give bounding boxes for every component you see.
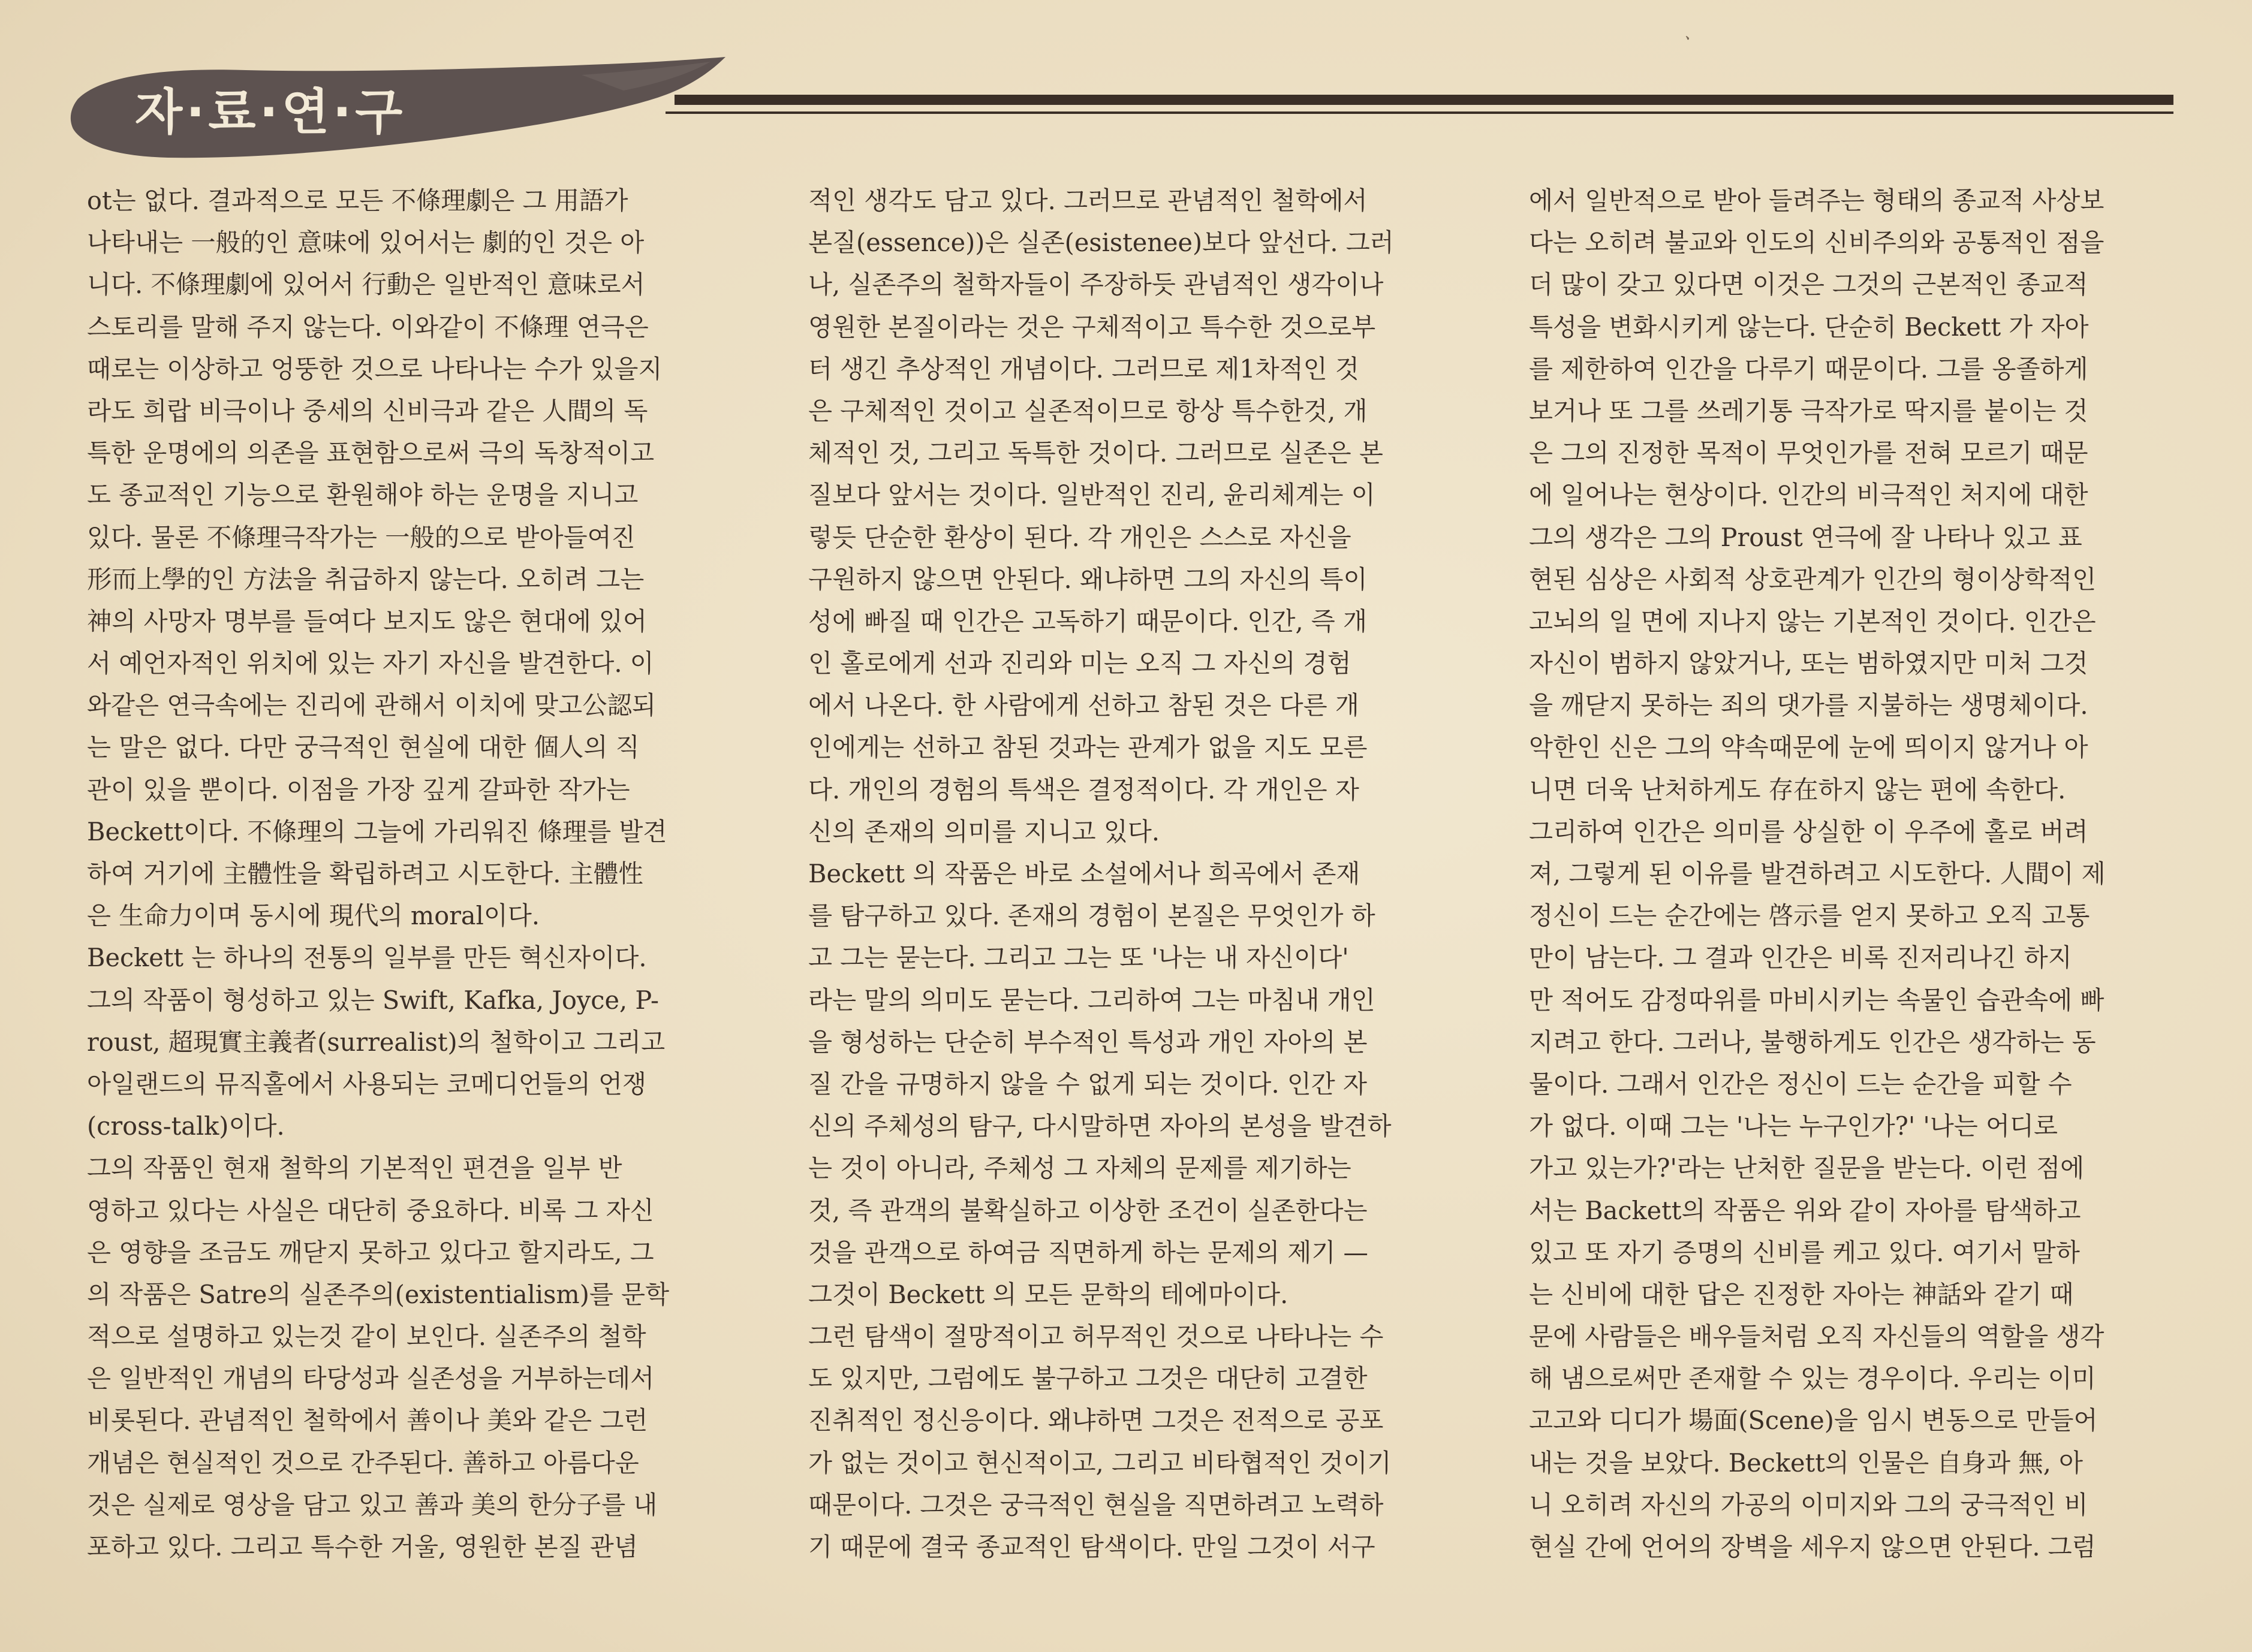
text-line: 것을 관객으로 하여금 직면하게 하는 문제의 제기 — <box>808 1237 1368 1267</box>
text-line: 니 오히려 자신의 가공의 이미지와 그의 궁극적인 비 <box>1529 1490 2088 1520</box>
text-line: 체적인 것, 그리고 독특한 것이다. 그러므로 실존은 본 <box>808 438 1383 468</box>
text-line: 현된 심상은 사회적 상호관계가 인간의 형이상학적인 <box>1529 564 2097 594</box>
text-line: 악한인 신은 그의 약속때문에 눈에 띄이지 않거나 아 <box>1529 732 2088 762</box>
text-line: 그것이 Beckett 의 모든 문학의 테에마이다. <box>808 1279 1288 1309</box>
text-line: 영하고 있다는 사실은 대단히 중요하다. 비록 그 자신 <box>87 1195 654 1225</box>
text-line: 은 生命力이며 동시에 現代의 moral이다. <box>87 901 540 931</box>
text-line: 라도 희랍 비극이나 중세의 신비극과 같은 人間의 독 <box>87 396 648 426</box>
text-line: 은 그의 진정한 목적이 무엇인가를 전혀 모르기 때문 <box>1529 438 2088 468</box>
text-line: 적인 생각도 담고 있다. 그러므로 관념적인 철학에서 <box>808 186 1368 215</box>
text-line: 를 탐구하고 있다. 존재의 경험이 본질은 무엇인가 하 <box>808 901 1375 931</box>
text-line: 에 일어나는 현상이다. 인간의 비극적인 처지에 대한 <box>1529 480 2088 510</box>
text-line: 적으로 설명하고 있는것 같이 보인다. 실존주의 철학 <box>87 1322 646 1352</box>
text-line: 렇듯 단순한 환상이 된다. 각 개인은 스스로 자신을 <box>808 522 1351 552</box>
text-line: 질 간을 규명하지 않을 수 없게 되는 것이다. 인간 자 <box>808 1069 1368 1099</box>
text-line: 를 제한하여 인간을 다루기 때문이다. 그를 옹졸하게 <box>1529 354 2088 384</box>
text-line: 포하고 있다. 그리고 특수한 거울, 영원한 본질 관념 <box>87 1532 638 1561</box>
text-line: 가고 있는가?'라는 난처한 질문을 받는다. 이런 점에 <box>1529 1153 2085 1183</box>
text-line: 있다. 물론 不條理극작가는 一般的으로 받아들여진 <box>87 522 636 552</box>
text-line: 을 형성하는 단순히 부수적인 특성과 개인 자아의 본 <box>808 1027 1368 1057</box>
text-line: 하여 거기에 主體性을 확립하려고 시도한다. 主體性 <box>87 859 643 888</box>
header-rule-thin <box>666 111 2173 114</box>
text-line: 만 적어도 감정따위를 마비시키는 속물인 습관속에 빠 <box>1529 985 2105 1015</box>
text-line: 도 종교적인 기능으로 환원해야 하는 운명을 지니고 <box>87 480 639 510</box>
text-line: 은 구체적인 것이고 실존적이므로 항상 특수한것, 개 <box>808 396 1368 426</box>
text-line: 구원하지 않으면 안된다. 왜냐하면 그의 자신의 특이 <box>808 564 1368 594</box>
text-line: 은 일반적인 개념의 타당성과 실존성을 거부하는데서 <box>87 1364 655 1394</box>
text-line: 서는 Backett의 작품은 위와 같이 자아를 탐색하고 <box>1529 1195 2081 1225</box>
page-mark: ㆍ <box>1679 29 1696 50</box>
text-line: 때로는 이상하고 엉뚱한 것으로 나타나는 수가 있을지 <box>87 354 663 384</box>
text-line: 다. 개인의 경험의 특색은 결정적이다. 각 개인은 자 <box>808 774 1359 804</box>
text-line: 그런 탐색이 절망적이고 허무적인 것으로 나타나는 수 <box>808 1322 1384 1352</box>
text-line: 만이 남는다. 그 결과 인간은 비록 진저리나긴 하지 <box>1529 943 2072 973</box>
text-line: 자신이 범하지 않았거나, 또는 범하였지만 미처 그것 <box>1529 649 2088 679</box>
text-line: roust, 超現實主義者(surrealist)의 철학이고 그리고 <box>87 1027 666 1057</box>
text-line: 고뇌의 일 면에 지나지 않는 기본적인 것이다. 인간은 <box>1529 606 2096 636</box>
text-line: 질보다 앞서는 것이다. 일반적인 진리, 윤리체계는 이 <box>808 480 1375 510</box>
text-line: 터 생긴 추상적인 개념이다. 그러므로 제1차적인 것 <box>808 354 1359 384</box>
text-line: 그의 작품이 형성하고 있는 Swift, Kafka, Joyce, P- <box>87 985 659 1015</box>
text-line: 더 많이 갖고 있다면 이것은 그것의 근본적인 종교적 <box>1529 270 2088 300</box>
text-line: 스토리를 말해 주지 않는다. 이와같이 不條理 연극은 <box>87 312 649 342</box>
text-line: 그리하여 인간은 의미를 상실한 이 우주에 홀로 버려 <box>1529 816 2088 846</box>
text-line: 고 그는 묻는다. 그리고 그는 또 '나는 내 자신이다' <box>808 943 1349 973</box>
text-line: 문에 사람들은 배우들처럼 오직 자신들의 역할을 생각 <box>1529 1322 2105 1352</box>
text-line: 도 있지만, 그럼에도 불구하고 그것은 대단히 고결한 <box>808 1364 1368 1394</box>
text-line: 진취적인 정신응이다. 왜냐하면 그것은 전적으로 공포 <box>808 1406 1384 1436</box>
text-line: 개념은 현실적인 것으로 간주된다. 善하고 아름다운 <box>87 1448 639 1478</box>
text-line: 때문이다. 그것은 궁극적인 현실을 직면하려고 노력하 <box>808 1490 1384 1520</box>
text-line: ot는 없다. 결과적으로 모든 不條理劇은 그 用語가 <box>87 186 628 215</box>
text-line: 영원한 본질이라는 것은 구체적이고 특수한 것으로부 <box>808 312 1376 342</box>
text-line: 와같은 연극속에는 진리에 관해서 이치에 맞고公認되 <box>87 691 657 721</box>
text-line: Beckett이다. 不條理의 그늘에 가리워진 條理를 발견 <box>87 816 667 846</box>
text-line: 있고 또 자기 증명의 신비를 케고 있다. 여기서 말하 <box>1529 1237 2080 1267</box>
text-line: 것은 실제로 영상을 담고 있고 善과 美의 한分子를 내 <box>87 1490 658 1520</box>
text-line: 形而上學的인 方法을 취급하지 않는다. 오히려 그는 <box>87 564 645 594</box>
text-line: 인에게는 선하고 참된 것과는 관계가 없을 지도 모른 <box>808 732 1368 762</box>
text-column-3 <box>1529 180 2185 1568</box>
text-line: 현실 간에 언어의 장벽을 세우지 않으면 안된다. 그럼 <box>1529 1532 2096 1561</box>
text-line: 보거나 또 그를 쓰레기통 극작가로 딱지를 붙이는 것 <box>1529 396 2088 426</box>
text-line: 은 영향을 조금도 깨닫지 못하고 있다고 할지라도, 그 <box>87 1237 654 1267</box>
text-line: 기 때문에 결국 종교적인 탐색이다. 만일 그것이 서구 <box>808 1532 1375 1561</box>
text-line: 나타내는 一般的인 意味에 있어서는 劇的인 것은 아 <box>87 228 645 258</box>
text-line: 다는 오히려 불교와 인도의 신비주의와 공통적인 점을 <box>1529 228 2105 258</box>
text-line: 에서 나온다. 한 사람에게 선하고 참된 것은 다른 개 <box>808 691 1359 721</box>
text-line: 본질(essence))은 실존(esistenee)보다 앞선다. 그러 <box>808 228 1394 258</box>
text-line: 물이다. 그래서 인간은 정신이 드는 순간을 피할 수 <box>1529 1069 2072 1099</box>
text-line: 에서 일반적으로 받아 들려주는 형태의 종교적 사상보 <box>1529 186 2105 215</box>
text-column-1 <box>87 180 743 1568</box>
text-line: 아일랜드의 뮤직홀에서 사용되는 코메디언들의 언쟁 <box>87 1069 647 1099</box>
text-line: 지려고 한다. 그러나, 불행하게도 인간은 생각하는 동 <box>1529 1027 2096 1057</box>
text-column-2 <box>808 180 1465 1568</box>
text-line: 져, 그렇게 된 이유를 발견하려고 시도한다. 人間이 제 <box>1529 859 2106 888</box>
text-line: 니면 더욱 난처하게도 存在하지 않는 편에 속한다. <box>1529 774 2066 804</box>
text-line: 는 신비에 대한 답은 진정한 자아는 神話와 같기 때 <box>1529 1279 2074 1309</box>
text-line: 가 없다. 이때 그는 '나는 누구인가?' '나는 어디로 <box>1529 1111 2058 1141</box>
text-line: 神의 사망자 명부를 들여다 보지도 않은 현대에 있어 <box>87 606 647 636</box>
section-title: 자·료·연·구 <box>135 84 407 141</box>
text-line: Beckett 의 작품은 바로 소설에서나 희곡에서 존재 <box>808 859 1360 888</box>
text-line: 고고와 디디가 場面(Scene)을 임시 변동으로 만들어 <box>1529 1406 2098 1436</box>
text-line: 해 냄으로써만 존재할 수 있는 경우이다. 우리는 이미 <box>1529 1364 2096 1394</box>
text-line: 나, 실존주의 철학자들이 주장하듯 관념적인 생각이나 <box>808 270 1384 300</box>
text-line: 인 홀로에게 선과 진리와 미는 오직 그 자신의 경험 <box>808 649 1351 679</box>
text-line: Beckett 는 하나의 전통의 일부를 만든 혁신자이다. <box>87 943 647 973</box>
text-line: 라는 말의 의미도 묻는다. 그리하여 그는 마침내 개인 <box>808 985 1375 1015</box>
text-line: 그의 생각은 그의 Proust 연극에 잘 나타나 있고 표 <box>1529 522 2082 552</box>
text-line: 성에 빠질 때 인간은 고독하기 때문이다. 인간, 즉 개 <box>808 606 1368 636</box>
text-line: 그의 작품인 현재 철학의 기본적인 편견을 일부 반 <box>87 1153 622 1183</box>
text-line: 을 깨닫지 못하는 죄의 댓가를 지불하는 생명체이다. <box>1529 691 2088 721</box>
text-line: 관이 있을 뿐이다. 이점을 가장 깊게 갈파한 작가는 <box>87 774 630 804</box>
text-line: 비롯된다. 관념적인 철학에서 善이나 美와 같은 그런 <box>87 1406 648 1436</box>
text-line: 는 말은 없다. 다만 궁극적인 현실에 대한 個人의 직 <box>87 732 640 762</box>
text-line: 내는 것을 보았다. Beckett의 인물은 自身과 無, 아 <box>1529 1448 2084 1478</box>
text-line: 의 작품은 Satre의 실존주의(existentialism)를 문학 <box>87 1279 670 1309</box>
text-line: 가 없는 것이고 현신적이고, 그리고 비타협적인 것이기 <box>808 1448 1392 1478</box>
text-line: 신의 존재의 의미를 지니고 있다. <box>808 816 1160 846</box>
header-rule-thick <box>675 95 2173 105</box>
text-line: (cross-talk)이다. <box>87 1111 285 1141</box>
text-line: 는 것이 아니라, 주체성 그 자체의 문제를 제기하는 <box>808 1153 1351 1183</box>
text-line: 신의 주체성의 탐구, 다시말하면 자아의 본성을 발견하 <box>808 1111 1392 1141</box>
text-line: 특성을 변화시키게 않는다. 단순히 Beckett 가 자아 <box>1529 312 2089 342</box>
text-line: 니다. 不條理劇에 있어서 行動은 일반적인 意味로서 <box>87 270 645 300</box>
text-line: 것, 즉 관객의 불확실하고 이상한 조건이 실존한다는 <box>808 1195 1368 1225</box>
text-line: 서 예언자적인 위치에 있는 자기 자신을 발견한다. 이 <box>87 649 654 679</box>
text-line: 정신이 드는 순간에는 啓示를 얻지 못하고 오직 고통 <box>1529 901 2090 931</box>
text-line: 특한 운명에의 의존을 표현함으로써 극의 독창적이고 <box>87 438 655 468</box>
